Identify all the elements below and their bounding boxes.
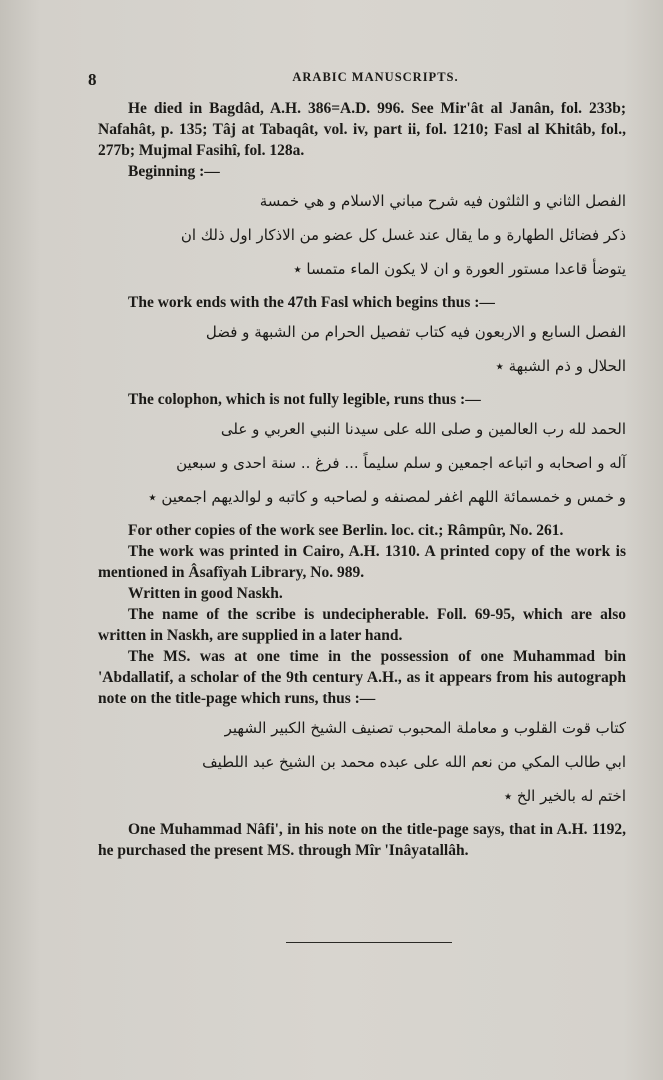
arabic-beginning [98, 184, 626, 286]
paragraph-scribe: The name of the scribe is undecipherable. Foll. 69-95, which are also written in Naskh, are supplied in a later hand. [98, 606, 626, 644]
arabic-line: اختم له بالخير الخ ٭ [503, 787, 626, 805]
paragraph-script: Written in good Naskh. [128, 585, 283, 602]
arabic-line: الحلال و ذم الشبهة ٭ [495, 357, 626, 375]
arabic-title-note [98, 711, 626, 813]
paragraph-death: He died in Bagdâd, A.H. 386=A.D. 996. See Mir'ât al Janân, fol. 233b; Nafahât, p. 135; Tâj at Tabaqât, vol. iv, part ii, fol. 1210; Fasl al Khitâb, fol., 277b; Mujmal Fasihî, fol. 128a. [98, 100, 626, 159]
beginning-label: Beginning :— [128, 163, 220, 180]
arabic-line: الفصل الثاني و الثلثون فيه شرح مباني الاسلام و هي خمسة [259, 192, 626, 210]
body-text [98, 98, 626, 861]
arabic-line: يتوضأ قاعدا مستور العورة و ان لا يكون الماء متمسا ٭ [293, 260, 626, 278]
paragraph-purchase: One Muhammad Nâfi', in his note on the title-page says, that in A.H. 1192, he purchased the present MS. through Mîr 'Inâyatallâh. [98, 821, 626, 859]
arabic-line: ابي طالب المكي من نعم الله على عبده محمد بن الشيخ عبد اللطيف [202, 753, 626, 771]
arabic-line: كتاب قوت القلوب و معاملة المحبوب تصنيف الشيخ الكبير الشهير [224, 719, 626, 737]
paragraph-possession: The MS. was at one time in the possession of one Muhammad bin 'Abdallatif, a scholar of the 9th century A.H., as it appears from his autograph note on the title-page which runs, thus :— [98, 648, 626, 707]
paragraph-printed: The work was printed in Cairo, A.H. 1310. A printed copy of the work is mentioned in Âsafîyah Library, No. 989. [98, 543, 626, 581]
paragraph-colophon: The colophon, which is not fully legible, runs thus :— [128, 391, 481, 408]
arabic-ending [98, 315, 626, 383]
arabic-line: الفصل السابع و الاربعون فيه كتاب تفصيل الحرام من الشبهة و فضل [205, 323, 626, 341]
arabic-line: ذكر فضائل الطهارة و ما يقال عند غسل كل عضو من الاذكار اول ذلك ان [180, 226, 626, 244]
paragraph-copies: For other copies of the work see Berlin. loc. cit.; Râmpûr, No. 261. [128, 522, 564, 539]
page-number: 8 [88, 70, 97, 89]
closing-rule [286, 942, 452, 943]
page-header [88, 70, 623, 92]
arabic-line: و خمس و خمسمائة اللهم اغفر لمصنفه و لصاحبه و كاتبه و لوالديهم اجمعين ٭ [148, 488, 626, 506]
paragraph-ending: The work ends with the 47th Fasl which begins thus :— [128, 294, 495, 311]
running-head: ARABIC MANUSCRIPTS. [292, 70, 459, 84]
arabic-colophon [98, 412, 626, 514]
arabic-line: آله و اصحابه و اتباعه اجمعين و سلم سليماً ... فرغ .. سنة احدى و سبعين [176, 454, 626, 472]
arabic-line: الحمد لله رب العالمين و صلى الله على سيدنا النبي العربي و على [220, 420, 626, 438]
